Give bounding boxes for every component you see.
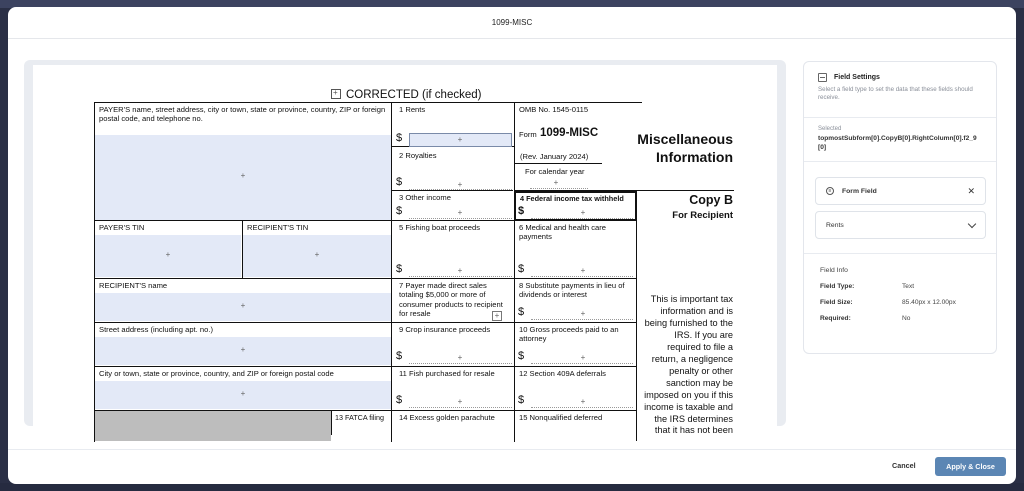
- box12-label: 12 Section 409A deferrals: [519, 369, 606, 378]
- dollar-sign: $: [396, 394, 403, 406]
- dollar-sign: $: [396, 176, 403, 188]
- plus-icon: +: [333, 88, 338, 97]
- box4-label: 4 Federal income tax withheld: [520, 194, 624, 203]
- selected-value: topmostSubform[0].CopyB[0].RightColumn[0].f2_9[0]: [818, 135, 977, 151]
- dollar-sign: $: [396, 350, 403, 362]
- plus-icon: +: [553, 178, 559, 187]
- street-label: Street address (including apt. no.): [99, 325, 213, 334]
- misc-title-line2: Information: [656, 148, 733, 165]
- form-field-icon: ≡: [826, 187, 834, 195]
- rule: [514, 102, 515, 442]
- dollar-sign: $: [518, 205, 525, 217]
- plus-icon: +: [240, 389, 246, 398]
- copy-label: Copy B: [689, 193, 733, 207]
- field-type-label: Form Field: [842, 187, 877, 195]
- dollar-sign: $: [396, 263, 403, 275]
- apply-close-button[interactable]: Apply & Close: [935, 457, 1006, 476]
- selected-section: [804, 118, 996, 162]
- rule: [391, 190, 513, 191]
- plus-icon: +: [457, 135, 463, 144]
- calendar-year-field[interactable]: [530, 188, 588, 189]
- payer-tin-label: PAYER'S TIN: [99, 223, 145, 232]
- rule: [94, 366, 391, 367]
- city-label: City or town, state or province, country, and ZIP or foreign postal code: [99, 369, 334, 378]
- form-page: [33, 65, 777, 435]
- info-value: No: [902, 315, 911, 322]
- rule: [391, 322, 636, 323]
- plus-icon: +: [580, 208, 586, 217]
- info-row: [804, 290, 996, 306]
- form-name: 1099-MISC: [540, 127, 599, 139]
- plus-icon: +: [580, 353, 586, 362]
- info-key: Field Size:: [820, 299, 853, 306]
- box7-checkbox[interactable]: [492, 311, 502, 321]
- rule: [636, 191, 637, 441]
- recipient-tin-label: RECIPIENT'S TIN: [247, 223, 309, 232]
- plus-icon: +: [165, 250, 171, 259]
- crop-field[interactable]: [409, 363, 512, 364]
- modal-header: [8, 7, 1016, 39]
- recipient-tin-field[interactable]: [243, 235, 391, 277]
- for-recipient: For Recipient: [672, 210, 733, 221]
- shaded-area: [95, 411, 331, 441]
- fish-field[interactable]: [409, 407, 512, 408]
- modal: [8, 7, 1016, 484]
- plus-icon: +: [457, 208, 463, 217]
- cancel-button[interactable]: Cancel: [892, 461, 916, 470]
- rule: [514, 163, 602, 164]
- info-key: Required:: [820, 315, 851, 322]
- box11-label: 11 Fish purchased for resale: [399, 369, 495, 378]
- selected-label: Selected: [818, 126, 842, 132]
- info-row: [804, 274, 996, 290]
- rule: [94, 102, 642, 103]
- payer-name-label: PAYER'S name, street address, city or town, state or province, country, ZIP or foreign postal code, and telephone no.: [99, 105, 386, 124]
- document-viewer[interactable]: [24, 60, 786, 436]
- plus-icon: +: [457, 353, 463, 362]
- info-row: [804, 306, 996, 322]
- misc-title-line1: Miscellaneous: [637, 131, 733, 147]
- 409a-field[interactable]: [531, 407, 633, 408]
- dollar-sign: $: [518, 350, 525, 362]
- plus-icon: +: [457, 397, 463, 406]
- dollar-sign: $: [518, 306, 525, 318]
- misc-title: [593, 131, 733, 166]
- box7-label: 7 Payer made direct sales totaling $5,000 or more of consumer products to recipient for resale: [399, 281, 503, 319]
- rule: [94, 278, 391, 279]
- field-select-value: Rents: [826, 221, 844, 229]
- field-type-button[interactable]: [815, 177, 986, 205]
- modal-title: 1099-MISC: [491, 18, 533, 27]
- plus-icon: +: [457, 266, 463, 275]
- plus-icon: +: [240, 345, 246, 354]
- dollar-sign: $: [396, 205, 403, 217]
- dollar-sign: $: [518, 394, 525, 406]
- backdrop-bottom: [0, 483, 1024, 491]
- important-notice: This is important tax information and is being furnished to the IRS. If you are required to file a return, a negligence penalty or other sanction may be imposed on you if this income is taxable and the IRS determines that it has not been: [644, 294, 733, 436]
- box1-label: 1 Rents: [399, 105, 426, 114]
- dollar-sign: $: [396, 132, 403, 144]
- payer-tin-field[interactable]: [95, 235, 241, 277]
- recipient-name-label: RECIPIENT'S name: [99, 281, 168, 290]
- field-info-title: Field Info: [820, 267, 848, 274]
- street-field[interactable]: [95, 337, 391, 365]
- plus-icon: +: [240, 171, 246, 180]
- plus-icon: +: [580, 397, 586, 406]
- plus-icon: +: [494, 311, 500, 320]
- form-prefix: Form: [519, 130, 537, 139]
- field-settings-title: [818, 73, 984, 82]
- royalties-field[interactable]: [409, 189, 512, 190]
- rule: [94, 322, 391, 323]
- attorney-field[interactable]: [531, 363, 633, 364]
- field-settings-header: [804, 62, 996, 118]
- info-value: 85.40px x 12.00px: [902, 299, 956, 306]
- box14-label: 14 Excess golden parachute: [399, 413, 495, 422]
- field-select[interactable]: [815, 211, 986, 239]
- plus-icon: +: [457, 180, 463, 189]
- plus-icon: +: [580, 266, 586, 275]
- calendar-label: For calendar year: [525, 167, 585, 176]
- rev-label: (Rev. January 2024): [520, 152, 589, 161]
- box10-label: 10 Gross proceeds paid to an attorney: [519, 325, 619, 344]
- rule: [391, 278, 636, 279]
- field-settings-description: Select a field type to set the data that these fields should receive.: [818, 86, 973, 102]
- plus-icon: +: [580, 309, 586, 318]
- rents-field[interactable]: [409, 133, 512, 147]
- withheld-field[interactable]: [531, 218, 633, 219]
- plus-icon: +: [240, 301, 246, 310]
- field-settings-title-text: Field Settings: [834, 74, 880, 81]
- fatca-label: 13 FATCA filing: [335, 413, 385, 422]
- box9-label: 9 Crop insurance proceeds: [399, 325, 491, 334]
- plus-icon: +: [314, 250, 320, 259]
- corrected-checkbox[interactable]: [331, 89, 341, 99]
- box8-label: 8 Substitute payments in lieu of dividends or interest: [519, 281, 625, 300]
- rule: [391, 410, 636, 411]
- modal-footer: [8, 449, 1016, 484]
- corrected-label: CORRECTED (if checked): [346, 89, 482, 101]
- rule: [331, 410, 332, 435]
- close-icon[interactable]: ✕: [967, 185, 975, 196]
- payer-name-field[interactable]: [95, 135, 391, 220]
- info-key: Field Type:: [820, 283, 855, 290]
- info-value: Text: [902, 283, 915, 290]
- field-settings-panel: [803, 61, 997, 354]
- settings-icon: [818, 73, 827, 82]
- omb-label: OMB No. 1545-0115: [519, 105, 589, 114]
- rule: [391, 102, 392, 442]
- box5-label: 5 Fishing boat proceeds: [399, 223, 481, 232]
- dollar-sign: $: [518, 263, 525, 275]
- box6-label: 6 Medical and health care payments: [519, 223, 606, 242]
- fishing-boat-field[interactable]: [409, 276, 512, 277]
- other-income-field[interactable]: [409, 218, 512, 219]
- box2-label: 2 Royalties: [399, 151, 437, 160]
- substitute-field[interactable]: [531, 319, 633, 320]
- box3-label: 3 Other income: [399, 193, 451, 202]
- rule: [391, 366, 636, 367]
- city-field[interactable]: [95, 381, 391, 409]
- chevron-down-icon: [968, 219, 976, 227]
- medical-field[interactable]: [531, 276, 633, 277]
- recipient-name-field[interactable]: [95, 293, 391, 321]
- box15-label: 15 Nonqualified deferred: [519, 413, 603, 422]
